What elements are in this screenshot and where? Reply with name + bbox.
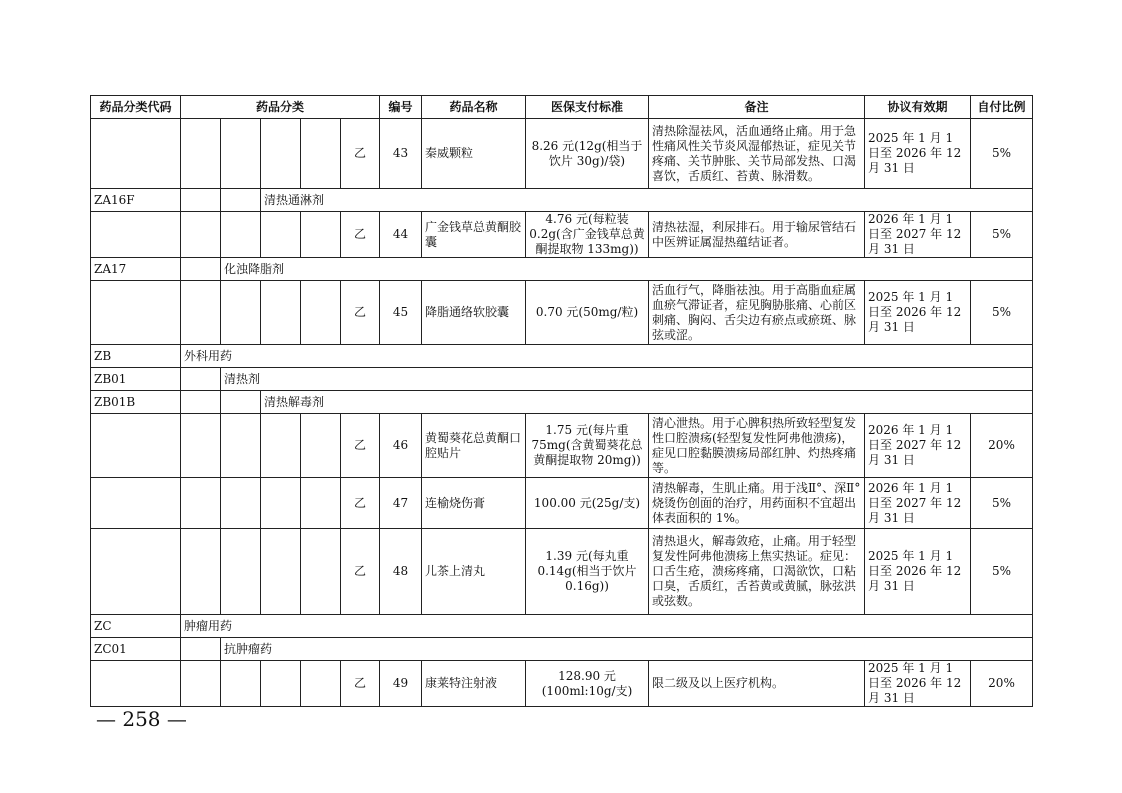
drug-row (91, 414, 1033, 478)
drug-class: 乙 (341, 119, 380, 189)
empty-cell (221, 661, 261, 707)
category-code: ZC (91, 615, 181, 638)
empty-cell (91, 414, 181, 478)
empty-cell (261, 119, 301, 189)
empty-cell (91, 478, 181, 529)
category-code: ZA17 (91, 258, 181, 281)
agreement-period: 2025 年 1 月 1 日至 2026 年 12 月 31 日 (865, 119, 971, 189)
drug-name: 降脂通络软胶囊 (422, 281, 526, 345)
self-pay-ratio: 20% (971, 414, 1033, 478)
drug-row (91, 529, 1033, 615)
drug-class: 乙 (341, 414, 380, 478)
self-pay-ratio: 5% (971, 119, 1033, 189)
table-header-row (91, 96, 1033, 119)
drug-remark: 活血行气，降脂祛浊。用于高脂血症属血瘀气滞证者，症见胸胁胀痛、心前区刺痛、胸闷、舌尖边有瘀点或瘀斑、脉弦或涩。 (649, 281, 865, 345)
empty-cell (301, 119, 341, 189)
empty-cell (181, 414, 221, 478)
drug-row (91, 281, 1033, 345)
category-code: ZC01 (91, 638, 181, 661)
empty-cell (261, 212, 301, 258)
drug-name: 连榆烧伤膏 (422, 478, 526, 529)
category-code: ZB01B (91, 391, 181, 414)
empty-cell (221, 414, 261, 478)
empty-cell (181, 281, 221, 345)
empty-cell (261, 529, 301, 615)
self-pay-ratio: 20% (971, 661, 1033, 707)
empty-cell (301, 414, 341, 478)
empty-cell (261, 478, 301, 529)
empty-cell (261, 661, 301, 707)
agreement-period: 2026 年 1 月 1 日至 2027 年 12 月 31 日 (865, 478, 971, 529)
drug-price: 100.00 元(25g/支) (526, 478, 649, 529)
category-label: 清热解毒剂 (261, 391, 1033, 414)
drug-row (91, 119, 1033, 189)
empty-cell (301, 529, 341, 615)
drug-price: 128.90 元(100ml:10g/支) (526, 661, 649, 707)
page-number: — 258 — (96, 707, 187, 731)
category-label: 外科用药 (181, 345, 1033, 368)
drug-list-table (90, 95, 1033, 707)
drug-name: 儿茶上清丸 (422, 529, 526, 615)
empty-cell (181, 368, 221, 391)
empty-cell (221, 529, 261, 615)
empty-cell (301, 212, 341, 258)
drug-name: 康莱特注射液 (422, 661, 526, 707)
category-row (91, 638, 1033, 661)
drug-number: 44 (380, 212, 422, 258)
empty-cell (221, 119, 261, 189)
category-code: ZB (91, 345, 181, 368)
drug-number: 47 (380, 478, 422, 529)
category-code: ZA16F (91, 189, 181, 212)
agreement-period: 2025 年 1 月 1 日至 2026 年 12 月 31 日 (865, 661, 971, 707)
category-label: 清热剂 (221, 368, 1033, 391)
drug-row (91, 661, 1033, 707)
drug-price: 0.70 元(50mg/粒) (526, 281, 649, 345)
drug-number: 48 (380, 529, 422, 615)
empty-cell (181, 391, 221, 414)
drug-class: 乙 (341, 212, 380, 258)
drug-class: 乙 (341, 281, 380, 345)
drug-remark: 清热祛湿，利尿排石。用于输尿管结石中医辨证属湿热蕴结证者。 (649, 212, 865, 258)
drug-name: 广金钱草总黄酮胶囊 (422, 212, 526, 258)
empty-cell (261, 414, 301, 478)
drug-class: 乙 (341, 529, 380, 615)
drug-number: 45 (380, 281, 422, 345)
drug-number: 46 (380, 414, 422, 478)
empty-cell (91, 119, 181, 189)
category-label: 肿瘤用药 (181, 615, 1033, 638)
drug-number: 49 (380, 661, 422, 707)
empty-cell (301, 478, 341, 529)
empty-cell (221, 189, 261, 212)
category-label: 清热通淋剂 (261, 189, 1033, 212)
empty-cell (261, 281, 301, 345)
category-row (91, 368, 1033, 391)
agreement-period: 2025 年 1 月 1 日至 2026 年 12 月 31 日 (865, 529, 971, 615)
category-row (91, 391, 1033, 414)
empty-cell (221, 281, 261, 345)
empty-cell (91, 661, 181, 707)
empty-cell (301, 661, 341, 707)
drug-remark: 清心泄热。用于心脾积热所致轻型复发性口腔溃疡(轻型复发性阿弗他溃疡)，症见口腔黏膜溃疡局部红肿、灼热疼痛等。 (649, 414, 865, 478)
category-label: 化浊降脂剂 (221, 258, 1033, 281)
drug-number: 43 (380, 119, 422, 189)
self-pay-ratio: 5% (971, 529, 1033, 615)
drug-class: 乙 (341, 478, 380, 529)
empty-cell (181, 529, 221, 615)
empty-cell (181, 258, 221, 281)
header-period: 协议有效期 (865, 96, 971, 119)
category-row (91, 615, 1033, 638)
header-number: 编号 (380, 96, 422, 119)
empty-cell (181, 189, 221, 212)
empty-cell (221, 391, 261, 414)
empty-cell (91, 529, 181, 615)
empty-cell (91, 281, 181, 345)
empty-cell (221, 478, 261, 529)
drug-price: 1.75 元(每片重 75mg(含黄蜀葵花总黄酮提取物 20mg)) (526, 414, 649, 478)
empty-cell (181, 212, 221, 258)
drug-price: 4.76 元(每粒装 0.2g(含广金钱草总黄酮提取物 133mg)) (526, 212, 649, 258)
category-row (91, 345, 1033, 368)
empty-cell (181, 638, 221, 661)
self-pay-ratio: 5% (971, 212, 1033, 258)
drug-class: 乙 (341, 661, 380, 707)
drug-price: 8.26 元(12g(相当于饮片 30g)/袋) (526, 119, 649, 189)
drug-name: 秦威颗粒 (422, 119, 526, 189)
header-ratio: 自付比例 (971, 96, 1033, 119)
drug-remark: 清热解毒，生肌止痛。用于浅Ⅱ°、深Ⅱ°烧烫伤创面的治疗，用药面积不宜超出体表面积的 1%。 (649, 478, 865, 529)
category-label: 抗肿瘤药 (221, 638, 1033, 661)
agreement-period: 2025 年 1 月 1 日至 2026 年 12 月 31 日 (865, 281, 971, 345)
empty-cell (181, 478, 221, 529)
empty-cell (181, 119, 221, 189)
header-price: 医保支付标准 (526, 96, 649, 119)
drug-remark: 限二级及以上医疗机构。 (649, 661, 865, 707)
drug-remark: 清热退火，解毒敛疮，止痛。用于轻型复发性阿弗他溃疡上焦实热证。症见：口舌生疮，溃疡疼痛，口渴欲饮，口粘口臭，舌质红，舌苔黄或黄腻，脉弦洪或弦数。 (649, 529, 865, 615)
header-remark: 备注 (649, 96, 865, 119)
self-pay-ratio: 5% (971, 281, 1033, 345)
category-row (91, 189, 1033, 212)
empty-cell (301, 281, 341, 345)
drug-row (91, 212, 1033, 258)
agreement-period: 2026 年 1 月 1 日至 2027 年 12 月 31 日 (865, 212, 971, 258)
drug-name: 黄蜀葵花总黄酮口腔贴片 (422, 414, 526, 478)
drug-remark: 清热除湿祛风，活血通络止痛。用于急性痛风性关节炎风湿郁热证，症见关节疼痛、关节肿胀、关节局部发热、口渴喜饮，舌质红、苔黄、脉滑数。 (649, 119, 865, 189)
self-pay-ratio: 5% (971, 478, 1033, 529)
category-row (91, 258, 1033, 281)
empty-cell (221, 212, 261, 258)
empty-cell (91, 212, 181, 258)
header-category: 药品分类 (181, 96, 380, 119)
drug-price: 1.39 元(每丸重 0.14g(相当于饮片 0.16g)) (526, 529, 649, 615)
empty-cell (181, 661, 221, 707)
agreement-period: 2026 年 1 月 1 日至 2027 年 12 月 31 日 (865, 414, 971, 478)
drug-row (91, 478, 1033, 529)
header-drug-name: 药品名称 (422, 96, 526, 119)
header-code: 药品分类代码 (91, 96, 181, 119)
category-code: ZB01 (91, 368, 181, 391)
